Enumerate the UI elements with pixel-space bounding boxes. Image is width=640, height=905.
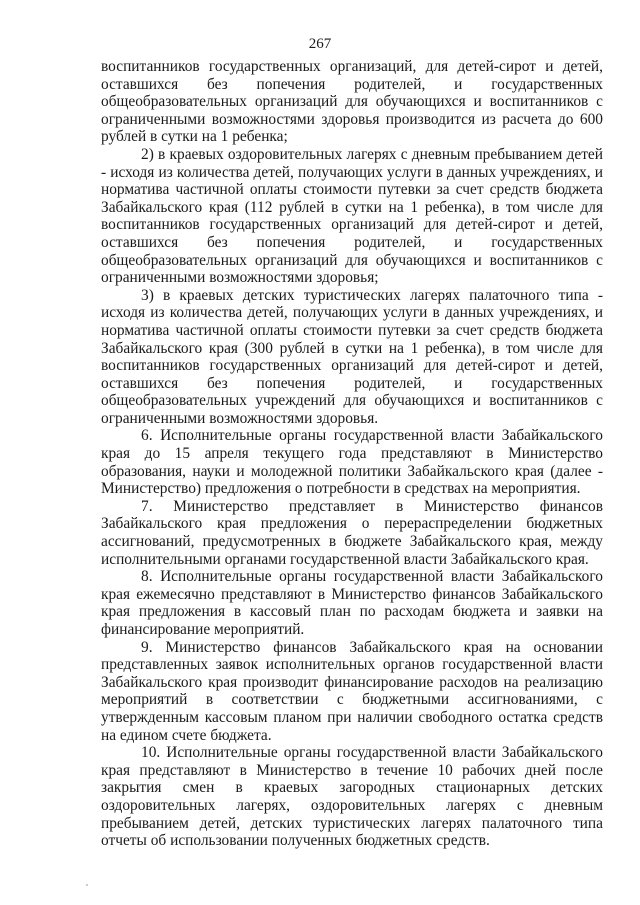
paragraph-7: 7. Министерство представляет в Министерство финансов Забайкальского края предложения о перераспределении бюджетных ассигнований, предусмотренных в бюджете Забайкальского края, между исполнительными органами государственной власти Забайкальского края. bbox=[101, 497, 603, 568]
page-number: 267 bbox=[308, 36, 332, 52]
paragraph-6: 6. Исполнительные органы государственной власти Забайкальского края до 15 апреля текущего года представляют в Министерство образования, науки и молодежной политики Забайкальского края (далее - Министерство) предложения о потребности в средствах на мероприятия. bbox=[101, 427, 603, 498]
paragraph-item-3: 3) в краевых детских туристических лагерях палаточного типа - исходя из количества детей, получающих услуги в данных учреждениях, и норматива частичной оплаты стоимости путевки за счет средств бюджета Забайкальского края (300 рублей в сутки на 1 ребенка), в том числе для воспитанников государственных организаций для детей-сирот и детей, оставшихся без попечения родителей, и государственных общеобразовательных учреждений для обучающихся и воспитанников с ограниченными возможностями здоровья. bbox=[101, 286, 603, 427]
paragraph-continuation: воспитанников государственных организаций, для детей-сирот и детей, оставшихся без попечения родителей, и государственных общеобразовательных организаций для обучающихся и воспитанников с ограниченными возможностями здоровья производится из расчета до 600 рублей в сутки на 1 ребенка; bbox=[101, 58, 603, 146]
paragraph-9: 9. Министерство финансов Забайкальского края на основании представленных заявок исполнительных органов государственной власти Забайкальского края производит финансирование расходов на реализацию мероприятий в соответствии с бюджетными ассигнованиями, с утвержденным кассовым планом при наличии свободного остатка средств на едином счете бюджета. bbox=[101, 638, 603, 744]
paragraph-10: 10. Исполнительные органы государственной власти Забайкальского края представляют в Министерство в течение 10 рабочих дней после закрытия смен в краевых загородных стационарных детских оздоровительных лагерях, оздоровительных лагерях с дневным пребыванием детей, детских туристических лагерях палаточного типа отчеты об использовании полученных бюджетных средств. bbox=[101, 744, 603, 850]
document-body bbox=[101, 58, 603, 850]
scan-artifact bbox=[86, 884, 88, 886]
paragraph-item-2: 2) в краевых оздоровительных лагерях с дневным пребыванием детей - исходя из количества детей, получающих услуги в данных учреждениях, и норматива частичной оплаты стоимости путевки за счет средств бюджета Забайкальского края (112 рублей в сутки на 1 ребенка), в том числе для воспитанников государственных организаций для детей-сирот и детей, оставшихся без попечения родителей, и государственных общеобразовательных организаций для обучающихся и воспитанников с ограниченными возможностями здоровья; bbox=[101, 145, 603, 287]
paragraph-8: 8. Исполнительные органы государственной власти Забайкальского края ежемесячно представляют в Министерство финансов Забайкальского края предложения в кассовый план по расходам бюджета и заявки на финансирование мероприятий. bbox=[101, 568, 603, 638]
